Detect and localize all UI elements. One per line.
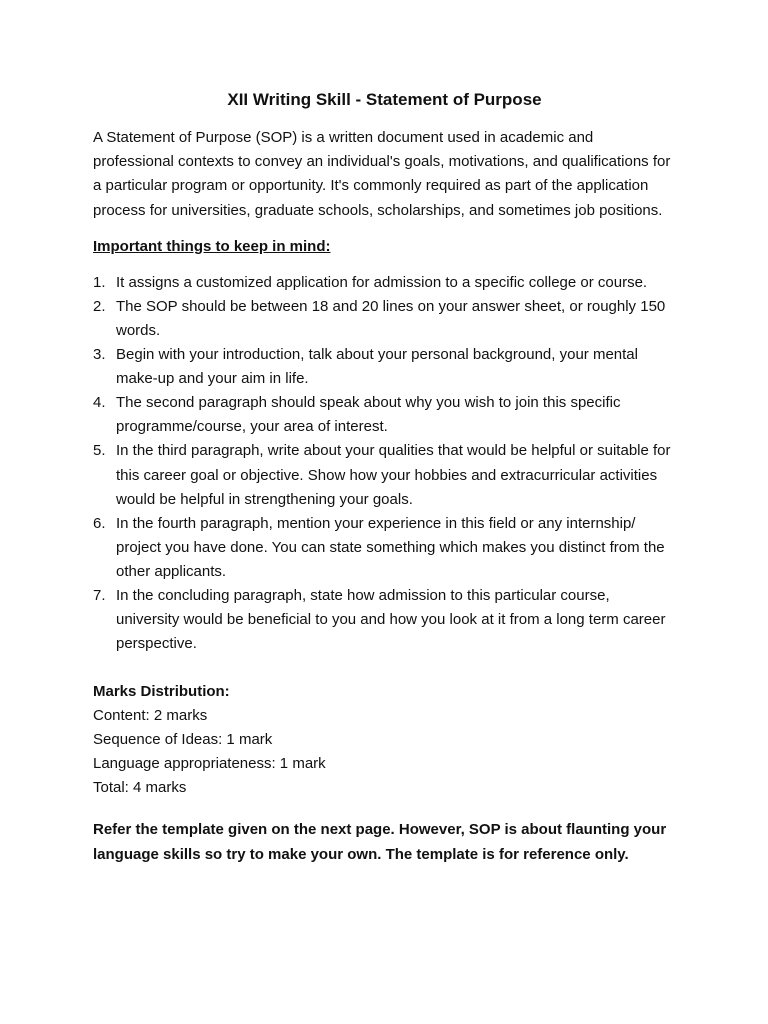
- list-number: 2.: [93, 297, 106, 315]
- list-item: [93, 271, 676, 295]
- list-number: 4.: [93, 394, 106, 412]
- list-item: [93, 439, 676, 511]
- marks-heading: Marks Distribution:: [93, 683, 230, 701]
- list-text: The SOP should be between 18 and 20 lines on your answer sheet, or roughly 150 words.: [116, 297, 666, 339]
- list-text: In the concluding paragraph, state how admission to this particular course, university would be beneficial to you and how you look at it from a long term career perspective.: [116, 587, 666, 653]
- marks-content: Content: 2 marks: [93, 707, 208, 725]
- page-title: XII Writing Skill - Statement of Purpose: [227, 90, 542, 109]
- list-item: [93, 584, 676, 656]
- list-text: Begin with your introduction, talk about your personal background, your mental make-up and your aim in life.: [116, 346, 638, 388]
- list-text: In the fourth paragraph, mention your experience in this field or any internship/ project you have done. You can state something which makes you distinct from the other applicants.: [116, 514, 665, 580]
- marks-total: Total: 4 marks: [93, 779, 187, 797]
- intro-paragraph: A Statement of Purpose (SOP) is a written document used in academic and professional contexts to convey an individual's goals, motivations, and qualifications for a particular program or opportunity. It's commonly required as part of the application process for universities, graduate schools, scholarships, and sometimes job positions.: [93, 129, 671, 219]
- list-number: 7.: [93, 587, 106, 605]
- list-text: It assigns a customized application for admission to a specific college or course.: [116, 273, 648, 291]
- important-heading: Important things to keep in mind:: [93, 237, 331, 255]
- list-item: [93, 343, 676, 391]
- list-number: 6.: [93, 514, 106, 532]
- list-item: [93, 391, 676, 439]
- marks-language: Language appropriateness: 1 mark: [93, 755, 326, 773]
- list-text: In the third paragraph, write about your qualities that would be helpful or suitable for this career goal or objective. Show how your hobbies and extracurricular activities would be helpful in strengthening your goals.: [116, 442, 671, 508]
- marks-distribution: [93, 680, 676, 800]
- list-item: [93, 295, 676, 343]
- list-number: 3.: [93, 346, 106, 364]
- reference-note: Refer the template given on the next page. However, SOP is about flaunting your language skills so try to make your own. The template is for reference only.: [93, 821, 667, 863]
- list-text: The second paragraph should speak about why you wish to join this specific programme/course, your area of interest.: [116, 394, 621, 436]
- marks-sequence: Sequence of Ideas: 1 mark: [93, 731, 273, 749]
- list-number: 5.: [93, 442, 106, 460]
- list-item: [93, 512, 676, 584]
- points-list: [93, 271, 676, 657]
- list-number: 1.: [93, 273, 106, 291]
